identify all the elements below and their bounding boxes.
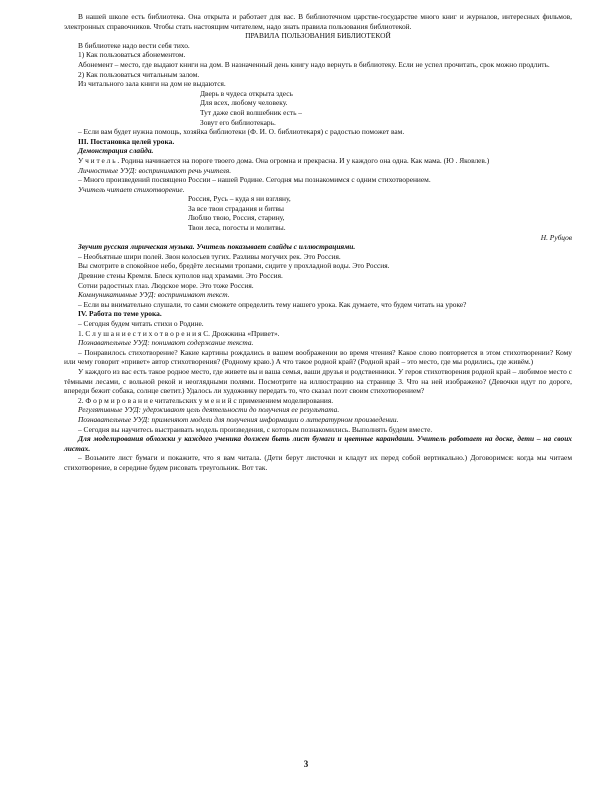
paragraph: Люблю твою, Россия, старину, [188, 213, 285, 223]
paragraph: – Много произведений посвящено России – нашей Родине. Сегодня мы познакомимся с одним стихотворением. [78, 175, 431, 185]
paragraph: Демонстрация слайда. [78, 146, 154, 156]
paragraph: Познавательные УУД: применяют модели для получения информации о литературном произведении. [78, 414, 399, 424]
paragraph: Россия, Русь – куда я ни взгляну, [188, 194, 291, 204]
paragraph: 1) Как пользоваться абонементом. [78, 50, 186, 60]
paragraph: 1. С л у ш а н и е с т и х о т в о р е н и я С. Дрожжина «Привет». [78, 328, 280, 338]
paragraph: За все твои страдания и битвы [188, 203, 284, 213]
paragraph: Твои леса, погосты и молитвы. [188, 223, 286, 233]
paragraph: IV. Работа по теме урока. [78, 309, 162, 319]
paragraph: – Если вам будет нужна помощь, хозяйка библиотеки (Ф. И. О. библиотекаря) с радостью поможет вам. [78, 127, 405, 137]
paragraph: III. Постановка целей урока. [78, 136, 175, 146]
paragraph: – Необъятные шири полей. Звон колосьев тугих. Разливы могучих рек. Это Россия. [78, 251, 341, 261]
paragraph: – Возьмите лист бумаги и покажите, что я вам читала. (Дети берут листочки и кладут их перед собой вертикально.) Договоримся: когда мы читаем стихотворение, в середине будем рисовать треугольник. Вот так. [64, 453, 572, 472]
paragraph: Учитель читает стихотворение. [78, 184, 185, 194]
paragraph: Абонемент – место, где выдают книги на дом. В назначенный день книгу надо вернуть в библиотеку. Если не успел прочитать, срок можно продлить. [78, 59, 550, 69]
paragraph: Древние стены Кремля. Блеск куполов над храмами. Это Россия. [78, 271, 283, 281]
paragraph: Регулятивные УУД: удерживают цель деятельности до получения ее результата. [78, 405, 340, 415]
paragraph: 2. Ф о р м и р о в а н и е читательских у м е н и й с применением моделирования. [78, 395, 334, 405]
document-page [64, 12, 572, 473]
paragraph: Для всех, любому человеку. [200, 98, 288, 108]
page-number: 3 [303, 759, 309, 769]
paragraph: Тут даже свой волшебник есть – [200, 107, 303, 117]
paragraph: Вы смотрите в спокойное небо, бредёте лесными тропами, сидите у прохладной воды. Это Россия. [78, 261, 390, 271]
paragraph: Коммуникативные УУД: воспринимают текст. [78, 290, 230, 300]
paragraph: Из читального зала книги на дом не выдаются. [78, 79, 226, 89]
paragraph: – Понравилось стихотворение? Какие картины рождались в вашем воображении во время чтения? Какое слово повторяется в этом стихотворении? Кому или чему говорит «привет» автор стихотворения? (Родному краю.) А что такое родной край? (Родной край – это место, где мы родились, где живём.) [64, 347, 572, 367]
paragraph: – Сегодня будем читать стихи о Родине. [78, 319, 204, 328]
paragraph: Зовут его библиотекарь. [200, 117, 276, 127]
paragraph: Для моделирования обложки у каждого ученика должен быть лист бумаги и цветные карандаши. Учитель работает на доске, дети – на своих листах. [64, 434, 572, 453]
paragraph: Звучит русская лирическая музыка. Учитель показывает слайды с иллюстрациями. [78, 242, 356, 252]
paragraph: – Если вы внимательно слушали, то сами сможете определить тему нашего урока. Как думаете, что будем читать на уроке? [78, 299, 467, 309]
paragraph: У каждого из вас есть такое родное место, где живете вы и ваша семья, ваши друзья и родственники. У героя стихотворения родной край – любимое место с тёмными лесами, с вольной рекой и неоглядными полями. Посмотрите на иллюстрацию на странице 3. Что на ней изображено? (Девочки идут по дороге, впереди бежит собака, солнце светит.) Удалось ли художнику передать то, что сказал поэт своим стихотворением? [64, 366, 572, 396]
paragraph: У ч и т е л ь . Родина начинается на пороге твоего дома. Она огромна и прекрасна. И у каждого она одна. Как мама. (Ю . Яковлев.) [78, 155, 490, 165]
paragraph: В библиотеке надо вести себя тихо. [78, 40, 190, 50]
paragraph: Личностные УУД: воспринимают речь учителя. [78, 165, 232, 175]
paragraph: ПРАВИЛА ПОЛЬЗОВАНИЯ БИБЛИОТЕКОЙ [245, 31, 391, 41]
paragraph: – Сегодня вы научитесь выстраивать модель произведения, с которым познакомились. Выполнять будем вместе. [78, 424, 433, 434]
paragraph: 2) Как пользоваться читальным залом. [78, 69, 200, 79]
paragraph: Н. Рубцов [540, 232, 572, 242]
paragraph: В нашей школе есть библиотека. Она открыта и работает для вас. В библиотечном царстве-государстве много книг и журналов, интересных фильмов, электронных справочников. Чтобы стать настоящим читателем, надо знать правила пользования библиотекой. [64, 12, 572, 31]
paragraph: Познавательные УУД: понимают содержание текста. [78, 338, 254, 348]
paragraph: Сотни радостных глаз. Людское море. Это тоже Россия. [78, 280, 254, 290]
paragraph: Дверь в чудеса открыта здесь [200, 88, 293, 98]
